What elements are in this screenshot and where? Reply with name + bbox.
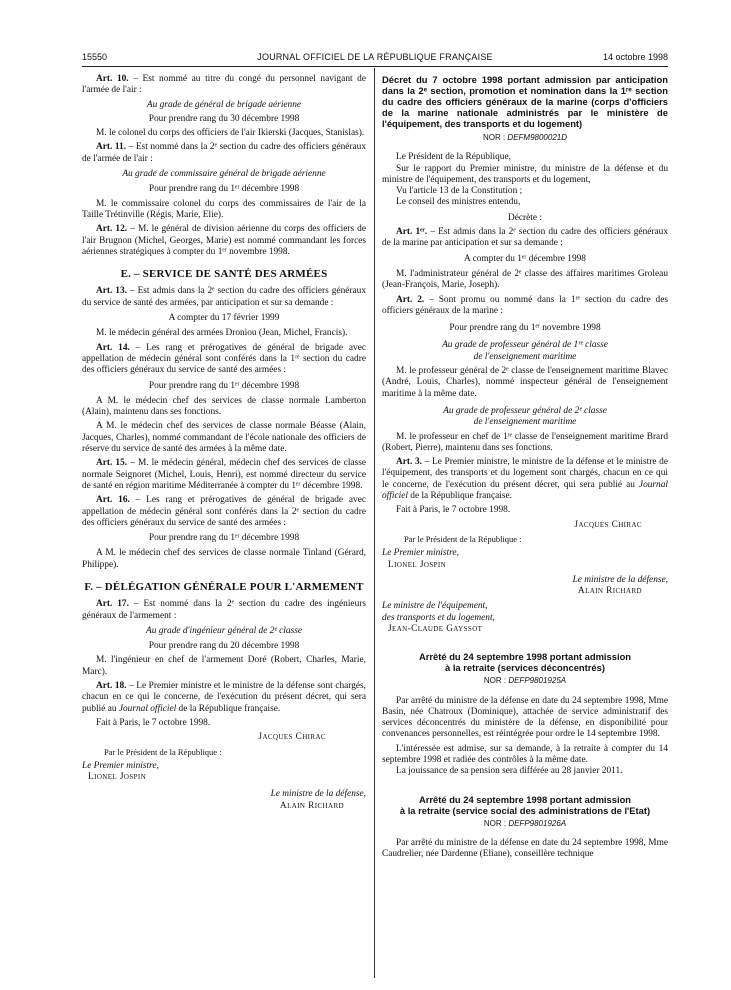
grade-heading-2: de l'enseignement maritime: [473, 351, 577, 362]
appointee: M. le professeur en chef de 1ʳᵉ classe de l'enseignement maritime Brard (Robert, Pierre), maintenu dans ses fonctions.: [382, 431, 668, 453]
equipment-minister-title: Le ministre de l'équipement,: [382, 601, 488, 612]
arrete-2-body: Par arrêté du ministre de la défense en date du 24 septembre 1998, Mme Caudrelier, née Dardenne (Eliane), conseillère technique: [382, 837, 668, 860]
nor-reference: NOR : DEFP9801925A: [483, 676, 567, 686]
arrete-2-title: Arrêté du 24 septembre 1998 portant admission à la retraite (service social des administrations de l'Etat): [399, 793, 651, 816]
article-1: Art. 1ᵉʳ. – Est admis dans la 2ᵉ section du cadre des officiers généraux de la marine par anticipation et sur sa demande :: [382, 227, 668, 249]
nor-reference: NOR : DEFP9801926A: [483, 818, 567, 828]
president-line: Le Président de la République,: [396, 152, 511, 163]
page-number: 15550: [82, 52, 108, 62]
effective-date: A compter du 17 février 1999: [168, 313, 280, 324]
article-16: Art. 16. – Les rang et prérogatives de général de brigade avec appellation de médecin général sont conférés dans la 2ᵉ section du cadre des officiers généraux du service de santé des armées :: [82, 495, 366, 528]
appointee: M. l'administrateur général de 2ᵉ classe des affaires maritimes Groleau (Jean-François, Marie, Joseph).: [382, 268, 668, 291]
article-18: Art. 18. – Le Premier ministre et le ministre de la défense sont chargés, chacun en ce qui le concerne, de l'exécution du présent décret, qui sera publié au Journal officiel de la République française.: [82, 681, 366, 714]
article-11: Art. 11. – Est nommé dans la 2ᵉ section du cadre des officiers généraux de l'armée de l'air :: [82, 142, 366, 164]
signature-chirac: Jacques Chirac: [258, 732, 326, 743]
rank-date: Pour prendre rang du 1ᵉʳ décembre 1998: [148, 380, 300, 391]
arrete-1-body: Par arrêté du ministre de la défense en date du 24 septembre 1998, Mme Basin, née Chatroux (Dominique), attachée de service administratif des services déconcentrés du ministère de la défense, en disponibilité pour convenances personnelles, est réintégrée pour ordre le 14 septembre 1998.: [382, 695, 668, 740]
by-president: Par le Président de la République :: [104, 746, 222, 757]
decrete-line: Décrète :: [508, 212, 542, 223]
signature-chirac: Jacques Chirac: [574, 519, 642, 530]
signature-richard: Alain Richard: [577, 586, 642, 597]
appointee: M. l'ingénieur en chef de l'armement Doré (Robert, Charles, Marie, Marc).: [82, 655, 366, 677]
appointee: M. le commissaire colonel du corps des commissaires de l'air de la Taille Trétinville (Régis, Marie, Elie).: [82, 198, 366, 220]
signature-jospin: Lionel Jospin: [388, 559, 447, 570]
article-13: Art. 13. – Est admis dans la 2ᵉ section du cadre des officiers généraux du service de santé des armées, par anticipation et sur sa demande :: [82, 286, 367, 308]
rank-date: Pour prendre rang du 1ᵉʳ décembre 1998: [148, 533, 300, 544]
grade-heading: Au grade d'ingénieur général de 2ᵉ classe: [146, 625, 302, 636]
page-header: [82, 50, 668, 66]
article-12: Art. 12. – M. le général de division aérienne du corps des officiers de l'air Brugnon (Michel, Georges, Marie) est nommé commandant les forces aériennes stratégiques à compter du 1ᵉʳ novembre 1998.: [82, 224, 366, 257]
header-rule: [82, 66, 668, 67]
signature-gayssot: Jean-Claude Gayssot: [388, 623, 483, 634]
left-column: [82, 74, 366, 815]
article-10: Art. 10. – Est nommé au titre du congé du personnel navigant de l'armée de l'air :: [82, 74, 367, 96]
prime-minister-title: Le Premier ministre,: [82, 760, 159, 771]
issue-date: 14 octobre 1998: [602, 52, 668, 62]
rank-date: Pour prendre rang du 1ᵉʳ novembre 1998: [449, 323, 601, 334]
signature-richard: Alain Richard: [279, 800, 344, 811]
grade-heading: Au grade de professeur général de 1ʳᵉ classe: [442, 340, 608, 351]
appointee: M. le médecin général des armées Droniou (Jean, Michel, Francis).: [96, 328, 348, 339]
defense-minister-title: Le ministre de la défense,: [270, 789, 366, 800]
grade-heading-2: de l'enseignement maritime: [473, 417, 577, 428]
rank-date: Pour prendre rang du 30 décembre 1998: [148, 113, 300, 124]
right-column: [382, 74, 668, 864]
rank-date: Pour prendre rang du 1ᵉʳ décembre 1998: [148, 184, 300, 195]
article-15: Art. 15. – M. le médecin général, médecin chef des services de classe normale Seignoret (Michel, Louis, Henri), est nommé directeur du service de santé en région maritime Méditerranée à compter du 1ᵉʳ décembre 1998.: [82, 458, 366, 491]
section-heading-f: F. – DÉLÉGATION GÉNÉRALE POUR L'ARMEMENT: [84, 580, 364, 593]
by-president: Par le Président de la République :: [404, 533, 522, 544]
appointee: M. le colonel du corps des officiers de l'air Ikierski (Jacques, Stanislas).: [96, 128, 365, 139]
rank-date: Pour prendre rang du 20 décembre 1998: [148, 641, 300, 652]
prime-minister-title: Le Premier ministre,: [382, 548, 459, 559]
signing-place-date: Fait à Paris, le 7 octobre 1998.: [96, 717, 211, 728]
decree-title: Décret du 7 octobre 1998 portant admission par anticipation dans la 2ᵉ section, promotion et nomination dans la 1ʳᵉ section du cadre des officiers généraux de la marine (corps d'officiers de la marine nationale administrés par le ministère de l'équipement, des transports et du logement): [382, 74, 668, 129]
appointee: A M. le médecin chef des services de classe normale Béasse (Alain, Jacques, Charles), nommé commandant de l'école nationale des officiers de réserve du service de santé des armées à la même date.: [82, 421, 366, 455]
signature-jospin: Lionel Jospin: [88, 772, 147, 783]
article-3: Art. 3. – Le Premier ministre, le ministre de la défense et le ministre de l'équipement, des transports et du logement sont chargés, chacun en ce qui le concerne, de l'exécution du présent décret, qui sera publié au Journal officiel de la République française.: [382, 457, 668, 502]
arrete-1-body-2: L'intéressée est admise, sur sa demande, à la retraite à compter du 14 septembre 1998 et radiée des contrôles à la même date.: [382, 743, 668, 766]
report-line: Sur le rapport du Premier ministre, du ministre de la défense et du ministre de l'équipement, des transports et du logement,: [382, 163, 668, 185]
equipment-minister-title-2: des transports et du logement,: [382, 612, 495, 623]
appointee: A M. le médecin chef des services de classe normale Tinland (Gérard, Philippe).: [82, 548, 366, 570]
council-line: Le conseil des ministres entendu,: [396, 197, 521, 208]
appointee: A M. le médecin chef des services de classe normale Lamberton (Alain), maintenu dans ses fonctions.: [82, 395, 366, 418]
article-14: Art. 14. – Les rang et prérogatives de général de brigade avec appellation de médecin général sont conférés dans la 1ʳᵉ section du cadre des officiers généraux du service de santé des armées :: [82, 342, 366, 376]
nor-reference: NOR : DEFM9800021D: [482, 133, 568, 142]
grade-heading: Au grade de professeur général de 2ᵉ classe: [443, 405, 607, 416]
arrete-1-title: Arrêté du 24 septembre 1998 portant admission à la retraite (services déconcentrés): [418, 651, 632, 674]
signing-place-date: Fait à Paris, le 7 octobre 1998.: [396, 505, 511, 516]
defense-minister-title: Le ministre de la défense,: [572, 574, 668, 585]
vu-line: Vu l'article 13 de la Constitution ;: [396, 186, 523, 197]
column-divider: [374, 68, 375, 978]
effective-date: A compter du 1ᵉʳ décembre 1998: [464, 253, 586, 264]
appointee: M. le professeur général de 2ᵉ classe de l'enseignement maritime Blavec (André, Louis, Charles), nommé inspecteur général de l'enseignement maritime à la même date.: [382, 366, 668, 399]
article-17: Art. 17. – Est nommé dans la 2ᵉ section du cadre des ingénieurs généraux de l'armement :: [82, 599, 366, 621]
article-2: Art. 2. – Sont promu ou nommé dans la 1ʳᵉ section du cadre des officiers généraux de la marine :: [382, 294, 668, 316]
grade-heading: Au grade de général de brigade aérienne: [146, 99, 302, 110]
grade-heading: Au grade de commissaire général de brigade aérienne: [122, 169, 326, 180]
section-heading-e: E. – SERVICE DE SANTÉ DES ARMÉES: [120, 268, 328, 281]
journal-title: JOURNAL OFFICIEL DE LA RÉPUBLIQUE FRANÇAISE: [257, 52, 493, 62]
arrete-1-body-3: La jouissance de sa pension sera différée au 28 janvier 2011.: [396, 766, 623, 777]
